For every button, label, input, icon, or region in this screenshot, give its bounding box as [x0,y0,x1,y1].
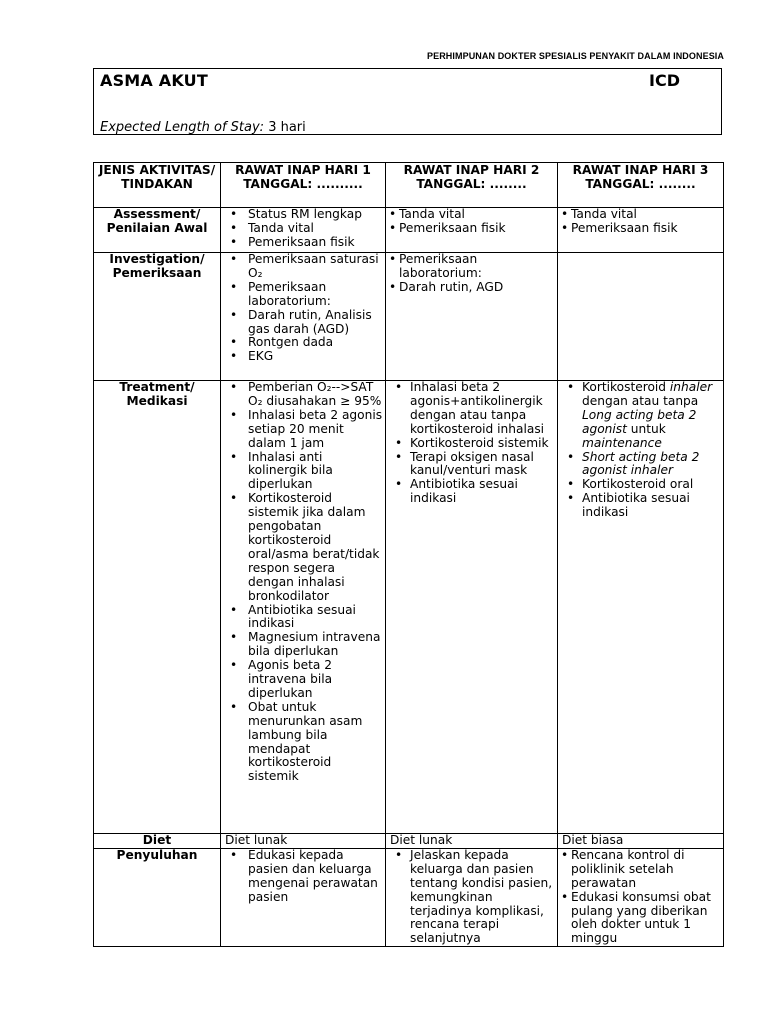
list-item: • Jelaskan kepada keluarga dan pasien tentang kondisi pasien, kemungkinan terjadinya komplikasi, rencana terapi selanjutnya [388,849,555,946]
cell-treatment-day1 [221,381,386,834]
list-item: • Darah rutin, Analisis gas darah (AGD) [223,309,383,337]
list-item: • Tanda vital [223,222,383,236]
list-item: • Kortikosteroid oral [560,478,721,492]
cell-investigation-day1 [221,253,386,381]
list-item: • Pemeriksaan saturasi O₂ [223,253,383,281]
list-item: • Pemeriksaan laboratorium: [223,281,383,309]
table-row-investigation [94,253,724,381]
list-item: • Magnesium intravena bila diperlukan [223,631,383,659]
list-item: • Antibiotika sesuai indikasi [223,604,383,632]
text-fragment: dengan atau tanpa [582,393,699,408]
cell-assessment-day1 [221,208,386,253]
table-row-treatment [94,381,724,834]
cell-education-day1 [221,848,386,946]
text-fragment: Kortikosteroid [582,380,667,394]
list-item: • Antibiotika sesuai indikasi [560,492,721,520]
text-fragment: inhaler [669,380,713,394]
text-fragment: Long acting beta 2 agonist [582,407,697,436]
list-item: • Kortikosteroid sistemik jika dalam pengobatan kortikosteroid oral/asma berat/tidak respon segera dengan inhalasi bronkodilator [223,492,383,603]
table-row-diet [94,834,724,849]
cell-diet-day3: Diet biasa [558,834,724,849]
col-header-activity: JENIS AKTIVITAS/ TINDAKAN [94,163,221,208]
list-item: • Antibiotika sesuai indikasi [388,478,555,506]
cell-diet-day1: Diet lunak [221,834,386,849]
list-item: • Pemeriksaan fisik [223,236,383,250]
list-item: • Short acting beta 2 agonist inhaler [560,451,721,479]
page-title: ASMA AKUT [100,71,208,90]
cell-treatment-day2 [386,381,558,834]
document-header-box [93,68,722,135]
cell-education-day2 [386,848,558,946]
list-item [560,381,721,451]
list-item: • Tanda vital [388,208,555,222]
col-header-day1: RAWAT INAP HARI 1 TANGGAL: .......... [221,163,386,208]
list-item: • Edukasi kepada pasien dan keluarga mengenai perawatan pasien [223,849,383,905]
col-header-day2: RAWAT INAP HARI 2 TANGGAL: ........ [386,163,558,208]
length-of-stay [100,120,306,135]
list-item: • Pemeriksaan laboratorium: [388,253,555,281]
list-item: • Status RM lengkap [223,208,383,222]
row-label-diet: Diet [94,834,221,849]
row-label-treatment: Treatment/ Medikasi [94,381,221,834]
col-header-day3: RAWAT INAP HARI 3 TANGGAL: ........ [558,163,724,208]
list-item: • Inhalasi beta 2 agonis setiap 20 menit dalam 1 jam [223,409,383,451]
list-item: • Rencana kontrol di poliklinik setelah perawatan [560,849,721,891]
text-fragment: untuk [630,421,666,436]
row-label-assessment: Assessment/ Penilaian Awal [94,208,221,253]
list-item: • Pemberian O₂-->SAT O₂ diusahakan ≥ 95% [223,381,383,409]
cell-investigation-day3 [558,253,724,381]
clinical-pathway-table [93,162,724,947]
list-item: • EKG [223,350,383,364]
list-item: • Kortikosteroid sistemik [388,437,555,451]
list-item: • Terapi oksigen nasal kanul/venturi mask [388,451,555,479]
table-row-education [94,848,724,946]
list-item: • Inhalasi beta 2 agonis+antikolinergik dengan atau tanpa kortikosteroid inhalasi [388,381,555,437]
los-value: 3 hari [268,120,306,135]
organization-name: PERHIMPUNAN DOKTER SPESIALIS PENYAKIT DALAM INDONESIA [427,51,724,61]
row-label-education: Penyuluhan [94,848,221,946]
row-label-investigation: Investigation/ Pemeriksaan [94,253,221,381]
cell-assessment-day2 [386,208,558,253]
list-item: • Rontgen dada [223,336,383,350]
cell-education-day3 [558,848,724,946]
list-item: • Darah rutin, AGD [388,281,555,295]
cell-treatment-day3 [558,381,724,834]
cell-investigation-day2 [386,253,558,381]
text-fragment: maintenance [582,435,662,450]
list-item: • Pemeriksaan fisik [560,222,721,236]
cell-assessment-day3 [558,208,724,253]
list-item: • Pemeriksaan fisik [388,222,555,236]
los-label: Expected Length of Stay: [100,120,265,135]
list-item: • Obat untuk menurunkan asam lambung bila mendapat kortikosteroid sistemik [223,701,383,784]
list-item: • Agonis beta 2 intravena bila diperlukan [223,659,383,701]
list-item: • Edukasi konsumsi obat pulang yang diberikan oleh dokter untuk 1 minggu [560,891,721,947]
cell-diet-day2: Diet lunak [386,834,558,849]
list-item: • Tanda vital [560,208,721,222]
table-header-row [94,163,724,208]
list-item: • Inhalasi anti kolinergik bila diperlukan [223,451,383,493]
icd-label: ICD [649,71,680,90]
table-row-assessment [94,208,724,253]
